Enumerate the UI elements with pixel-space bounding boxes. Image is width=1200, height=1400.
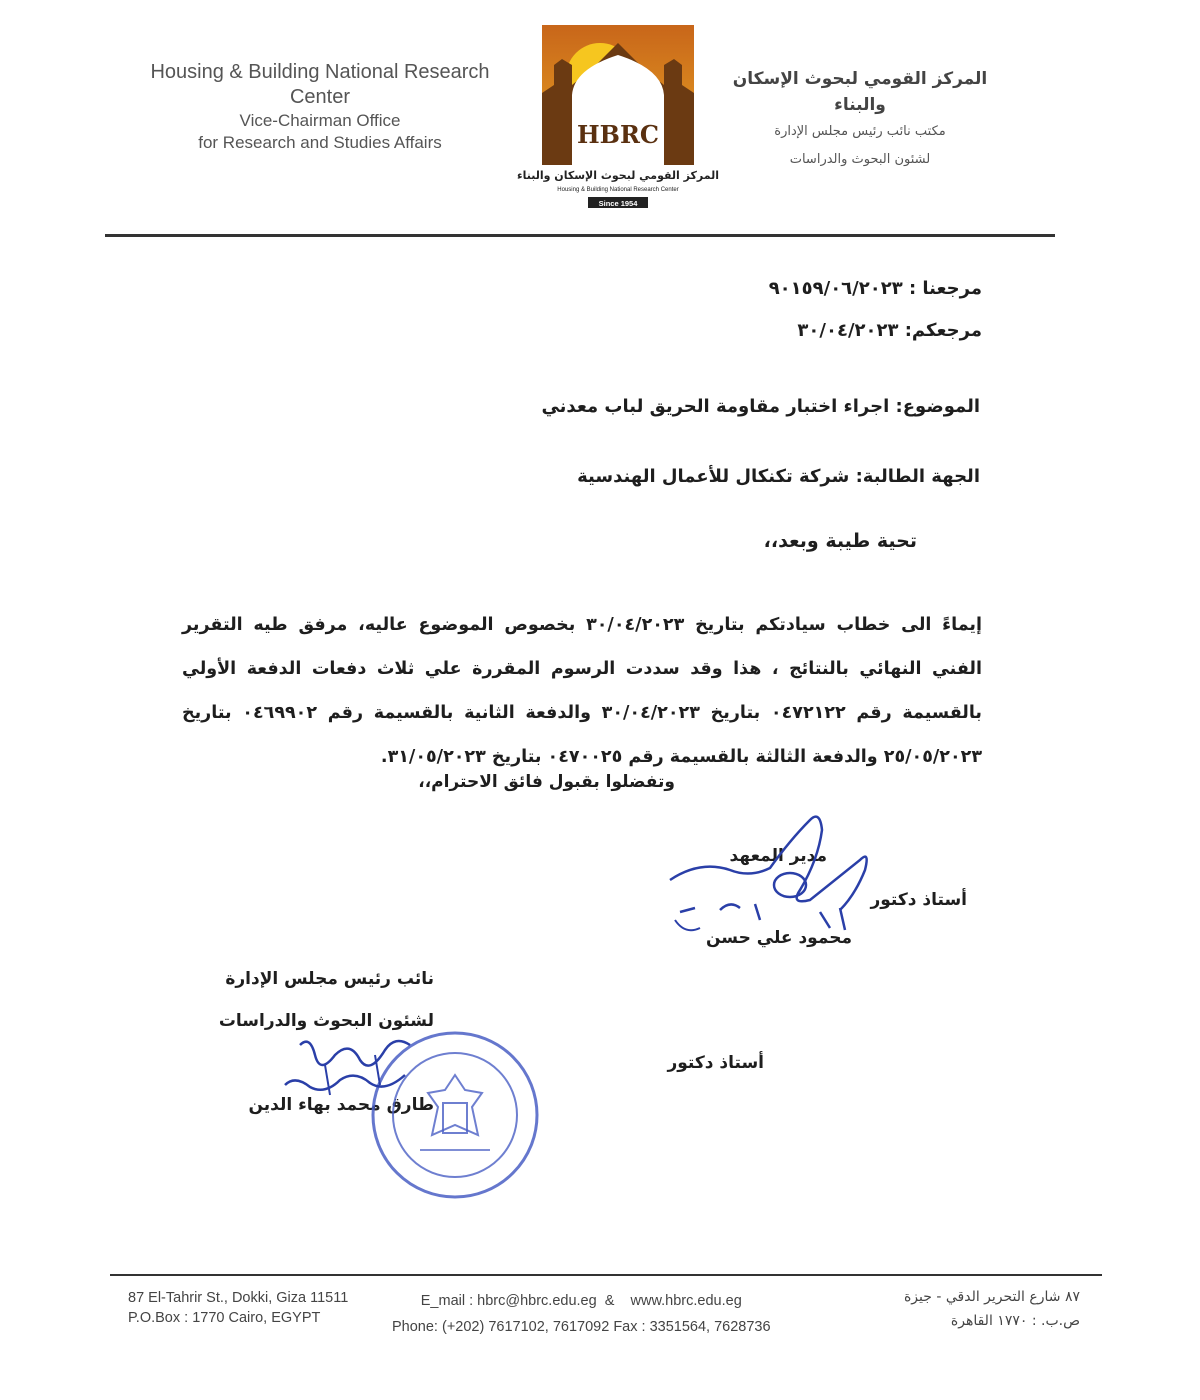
director-title: مدير المعهد — [729, 846, 827, 866]
director-name: محمود علي حسن — [706, 928, 852, 948]
vice-chairman-title-2: لشئون البحوث والدراسات — [218, 1011, 434, 1031]
greeting: تحية طيبة وبعد،، — [763, 530, 917, 552]
director-degree: أستاذ دكتور — [870, 890, 967, 910]
logo-text: HBRC — [576, 120, 660, 149]
office-name-ar-1: مكتب نائب رئيس مجلس الإدارة — [774, 124, 946, 139]
subject-line: الموضوع: اجراء اختبار مقاومة الحريق لباب معدني — [541, 396, 980, 417]
header-arabic — [710, 66, 1010, 174]
your-reference: مرجعكم: ٣٠/٠٤/٢٠٢٣ — [797, 320, 982, 341]
org-name-ar: المركز القومي لبحوث الإسكان والبناء — [732, 69, 988, 115]
footer-address-en — [128, 1288, 348, 1328]
footer-contact — [392, 1288, 771, 1340]
footer-divider — [110, 1274, 1102, 1276]
footer-address-line-2: P.O.Box : 1770 Cairo, EGYPT — [128, 1310, 321, 1326]
director-handwritten-signature — [660, 800, 890, 950]
closing: وتفضلوا بقبول فائق الاحترام،، — [418, 772, 675, 792]
office-name-ar-2: لشئون البحوث والدراسات — [789, 152, 931, 167]
logo-caption-ar: المركز القومي لبحوث الإسكان والبناء — [517, 169, 719, 182]
vice-chairman-degree: أستاذ دكتور — [667, 1053, 764, 1073]
footer-email-web: E_mail : hbrc@hbrc.edu.eg & www.hbrc.edu.eg — [420, 1293, 742, 1309]
vice-chairman-name: طارق محمد بهاء الدين — [248, 1095, 434, 1115]
logo-since: Since 1954 — [598, 199, 638, 208]
footer-ar-line-1: ٨٧ شارع التحرير الدقي - جيزة — [903, 1289, 1080, 1305]
office-name-en-2: for Research and Studies Affairs — [198, 133, 442, 152]
footer-address-line-1: 87 El-Tahrir St., Dokki, Giza 11511 — [128, 1290, 349, 1306]
org-name-en: Housing & Building National Research Center — [150, 61, 490, 108]
our-reference: مرجعنا : ٩٠١٥٩/٠٦/٢٠٢٣ — [768, 278, 982, 299]
footer-ar-line-2: ص.ب. : ١٧٧٠ القاهرة — [950, 1313, 1080, 1329]
hbrc-logo — [517, 25, 719, 210]
vice-chairman-handwritten-signature — [270, 1025, 440, 1115]
footer-phone-fax: Phone: (+202) 7617102, 7617092 Fax : 3351564, 7628736 — [392, 1319, 771, 1335]
vice-chairman-title-1: نائب رئيس مجلس الإدارة — [225, 969, 434, 989]
footer-address-ar — [904, 1285, 1080, 1333]
logo-caption-en: Housing & Building National Research Center — [557, 187, 679, 193]
office-name-en-1: Vice-Chairman Office — [239, 111, 401, 130]
header-divider — [105, 234, 1055, 237]
header-english — [130, 60, 510, 154]
requesting-party: الجهة الطالبة: شركة تكنكال للأعمال الهندسية — [577, 466, 980, 487]
letter-body: إيماءً الى خطاب سيادتكم بتاريخ ٣٠/٠٤/٢٠٢٣ بخصوص الموضوع عاليه، مرفق طيه التقرير الفني النهائي بالنتائج ، هذا وقد سددت الرسوم المقررة علي ثلاث دفعات الدفعة الأولي بالقسيمة رقم ٠٤٧٢١٢٢ بتاريخ ٣٠/٠٤/٢٠٢٣ والدفعة الثانية بالقسيمة رقم ٠٤٦٩٩٠٢ بتاريخ ٢٥/٠٥/٢٠٢٣ والدفعة الثالثة بالقسيمة رقم ٠٤٧٠٠٢٥ بتاريخ ٣١/٠٥/٢٠٢٣. — [182, 615, 983, 767]
references — [769, 268, 982, 352]
